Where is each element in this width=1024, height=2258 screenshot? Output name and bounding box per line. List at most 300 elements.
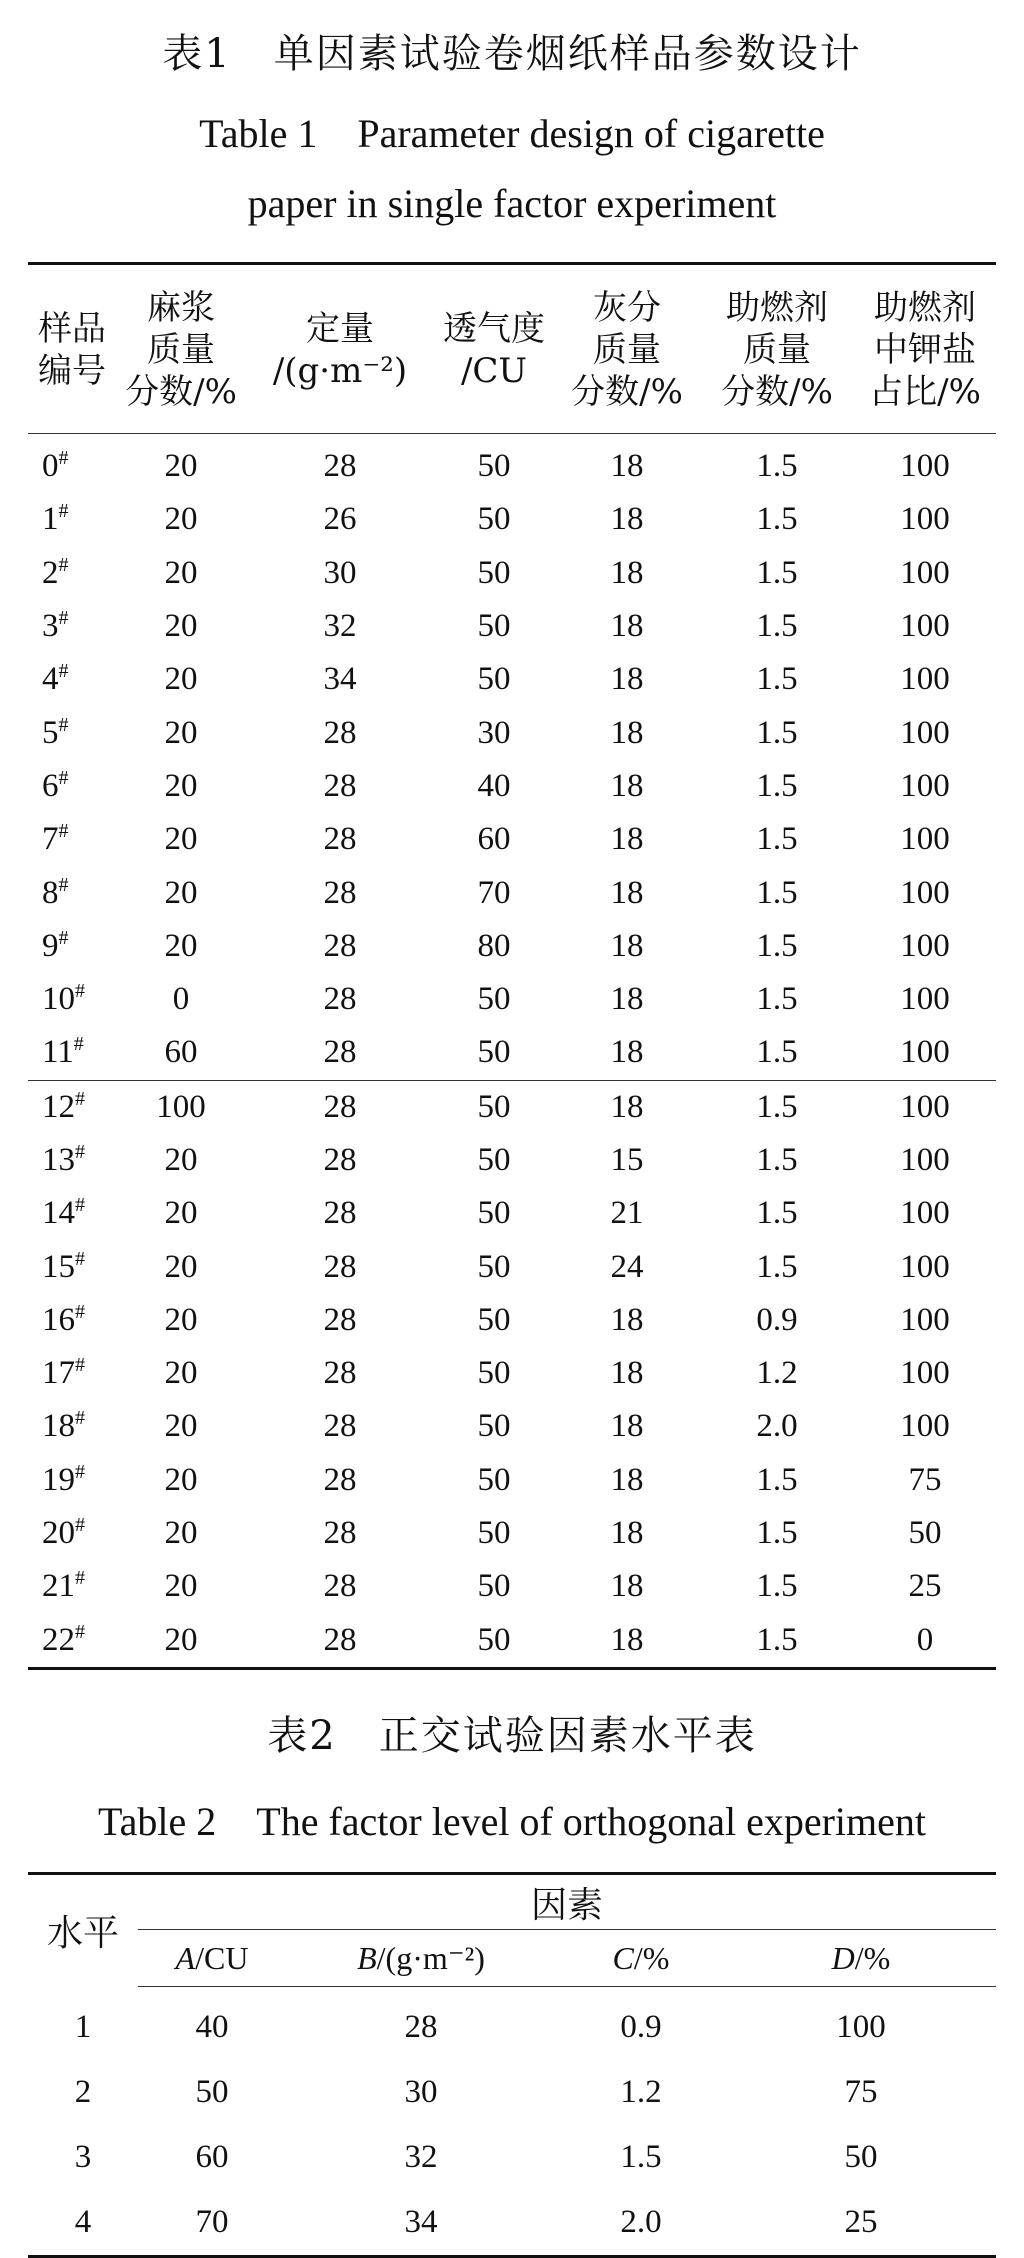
sample-id-mark: # [73, 1033, 84, 1056]
cell-value: 1.5 [756, 1142, 798, 1178]
table-cell [854, 1134, 996, 1187]
table-cell [554, 706, 700, 759]
table-cell: 75 [844, 2074, 878, 2110]
table-row [28, 706, 996, 759]
table-cell [116, 1454, 246, 1507]
table-cell [246, 1507, 434, 1560]
cell-value: 5 [42, 714, 59, 751]
table-cell [700, 1240, 854, 1293]
table-cell [116, 813, 246, 866]
cell-value: 80 [477, 927, 511, 964]
cell-value: 100 [900, 448, 950, 485]
table-cell [554, 1347, 700, 1400]
table1-header-text: 中钾盐 [874, 330, 976, 370]
table-cell: 40 [195, 2009, 229, 2045]
cell-value: 1.5 [756, 981, 798, 1018]
table-cell [554, 1240, 700, 1293]
table-cell [116, 653, 246, 706]
cell-value: 100 [900, 1248, 950, 1285]
cell-value: 28 [323, 1461, 357, 1498]
table-cell [854, 866, 996, 919]
table-cell [554, 973, 700, 1026]
cell-value: 34 [323, 661, 357, 698]
sample-id-mark: # [75, 980, 85, 1003]
cell-value: 100 [900, 821, 950, 858]
table-cell [116, 866, 246, 919]
cell-value: 100 [900, 501, 950, 538]
table-cell [434, 760, 554, 813]
table1-body [28, 434, 996, 1669]
cell-value: 70 [477, 874, 511, 911]
table-cell [554, 813, 700, 866]
table-cell [116, 547, 246, 600]
table1-header-text: 占比/% [869, 372, 981, 412]
table-cell: 100 [836, 2009, 886, 2045]
cell-value: 1.5 [756, 1621, 798, 1658]
table-cell: 34 [404, 2204, 438, 2240]
table-row [28, 434, 996, 494]
cell-value: 18 [610, 714, 644, 751]
sample-id-cell [28, 1507, 116, 1560]
cell-value: 18 [610, 767, 644, 804]
sample-id-mark: # [75, 1407, 85, 1430]
table-cell [434, 1560, 554, 1613]
cell-value: 0 [42, 448, 59, 485]
cell-value: 20 [164, 1461, 198, 1498]
table-cell [246, 1026, 434, 1080]
cell-value: 28 [323, 1088, 357, 1125]
cell-value: 18 [610, 448, 644, 485]
cell-value: 1.5 [756, 608, 798, 645]
table-row [28, 1294, 996, 1347]
factor-unit: /% [633, 1939, 670, 1976]
cell-value: 12 [42, 1088, 75, 1125]
table-cell [246, 1294, 434, 1347]
cell-value: 2 [42, 554, 59, 591]
cell-value: 100 [900, 1355, 950, 1392]
table-cell [854, 1294, 996, 1347]
table1-header-text: 助燃剂 [874, 288, 976, 328]
cell-value: 50 [477, 1248, 511, 1285]
table-cell [246, 813, 434, 866]
sample-id-mark: # [75, 1620, 85, 1643]
cell-value: 100 [900, 1195, 950, 1232]
table-cell [554, 493, 700, 546]
cell-value: 100 [900, 874, 950, 911]
cell-value: 28 [323, 981, 357, 1018]
table-cell [434, 920, 554, 973]
cell-value: 0 [172, 981, 190, 1018]
table-cell [554, 1614, 700, 1669]
cell-value: 1.2 [756, 1355, 798, 1392]
sample-id-mark: # [58, 607, 69, 630]
sample-id-cell [28, 493, 116, 546]
cell-value: 0.9 [756, 1301, 798, 1338]
cell-value: 100 [156, 1088, 206, 1125]
table-cell [246, 973, 434, 1026]
table-cell [854, 1560, 996, 1613]
table-row [28, 1134, 996, 1187]
table-cell [700, 1454, 854, 1507]
cell-value: 16 [42, 1301, 75, 1338]
table1-header-cell [854, 264, 996, 434]
table-cell [700, 493, 854, 546]
table-cell: 50 [844, 2139, 878, 2175]
table1-header-text: /CU [460, 351, 528, 391]
table-cell: 60 [195, 2139, 229, 2175]
cell-value: 100 [900, 714, 950, 751]
cell-value: 28 [323, 767, 357, 804]
table2-factor-column-header [286, 1930, 556, 1987]
table-cell [700, 760, 854, 813]
factor-unit: /CU [195, 1939, 249, 1976]
sample-id-mark: # [75, 1141, 85, 1163]
table-cell [700, 1347, 854, 1400]
table1-header-text: 定量 [306, 309, 374, 349]
table-cell [246, 493, 434, 546]
table2-factor-column-header [726, 1930, 996, 1987]
cell-value: 30 [323, 554, 357, 591]
table-cell [554, 1400, 700, 1453]
cell-value: 40 [477, 767, 511, 804]
table1-header-text: 助燃剂 [726, 288, 828, 328]
table-cell [246, 1560, 434, 1613]
table-cell [434, 973, 554, 1026]
table-cell [246, 920, 434, 973]
cell-value: 18 [610, 1515, 644, 1552]
table-cell [700, 1134, 854, 1187]
table1-header-cell [28, 264, 116, 434]
table-cell [434, 434, 554, 494]
table-cell [116, 1080, 246, 1134]
table-row [28, 1080, 996, 1134]
table-cell [554, 1454, 700, 1507]
cell-value: 18 [610, 1568, 644, 1605]
table-cell [434, 600, 554, 653]
sample-id-cell [28, 813, 116, 866]
cell-value: 28 [323, 1248, 357, 1285]
cell-value: 19 [42, 1461, 75, 1498]
cell-value: 20 [164, 1142, 198, 1178]
cell-value: 18 [610, 1088, 644, 1125]
table-cell [434, 493, 554, 546]
cell-value: 1.5 [756, 661, 798, 698]
table-cell [554, 920, 700, 973]
cell-value: 1.5 [756, 501, 798, 538]
table-cell [434, 1454, 554, 1507]
table-cell [434, 1507, 554, 1560]
cell-value: 20 [42, 1515, 75, 1552]
cell-value: 20 [164, 714, 198, 751]
table-row [28, 600, 996, 653]
table-cell [854, 813, 996, 866]
cell-value: 20 [164, 1568, 198, 1605]
sample-id-mark: # [75, 1300, 85, 1323]
cell-value: 1.5 [756, 1088, 798, 1125]
table1-header-text: 样品 [38, 309, 106, 349]
table2-title-zh: 表2 正交试验因素水平表 [267, 1713, 757, 1759]
cell-value: 50 [477, 1461, 511, 1498]
cell-value: 1.5 [756, 1568, 798, 1605]
cell-value: 50 [477, 1034, 511, 1071]
table-cell [246, 706, 434, 759]
table-cell [700, 434, 854, 494]
table1-header-cell [554, 264, 700, 434]
cell-value: 20 [164, 1355, 198, 1392]
cell-value: 18 [610, 981, 644, 1018]
table-cell [434, 1187, 554, 1240]
sample-id-cell [28, 1187, 116, 1240]
table-cell [554, 600, 700, 653]
cell-value: 28 [323, 714, 357, 751]
table-row [28, 1347, 996, 1400]
cell-value: 20 [164, 608, 198, 645]
sample-id-cell [28, 1080, 116, 1134]
cell-value: 100 [900, 661, 950, 698]
table-cell [116, 1294, 246, 1347]
table1-header-text: 质量 [743, 330, 811, 370]
cell-value: 26 [323, 501, 357, 538]
cell-value: 60 [164, 1034, 198, 1071]
table-cell [854, 1026, 996, 1080]
table1-header-row [28, 264, 996, 434]
cell-value: 20 [164, 554, 198, 591]
cell-value: 9 [42, 927, 59, 964]
table-cell [434, 1400, 554, 1453]
cell-value: 20 [164, 927, 198, 964]
table-row [28, 547, 996, 600]
cell-value: 20 [164, 1408, 198, 1445]
table-row [28, 813, 996, 866]
table-cell [854, 434, 996, 494]
table-cell [434, 866, 554, 919]
table-cell [554, 1026, 700, 1080]
cell-value: 100 [900, 1034, 950, 1071]
table-cell [854, 653, 996, 706]
table-cell [554, 1080, 700, 1134]
table-cell [854, 1507, 996, 1560]
table1-title-en-line2: paper in single factor experiment [247, 181, 777, 226]
cell-value: 1.5 [756, 927, 798, 964]
table-cell [700, 1507, 854, 1560]
table-cell [116, 493, 246, 546]
table-cell [434, 1347, 554, 1400]
table-row [28, 2125, 996, 2190]
table-cell [554, 1294, 700, 1347]
table-cell [434, 813, 554, 866]
factor-variable: B [357, 1940, 377, 1976]
table-cell [246, 1454, 434, 1507]
cell-value: 28 [323, 1195, 357, 1232]
cell-value: 1.5 [756, 1515, 798, 1552]
cell-value: 10 [42, 981, 75, 1018]
cell-value: 18 [610, 874, 644, 911]
cell-value: 28 [323, 1515, 357, 1552]
table-row [28, 1240, 996, 1293]
cell-value: 17 [42, 1355, 75, 1392]
table-cell [700, 547, 854, 600]
cell-value: 50 [477, 981, 511, 1018]
table-cell [246, 600, 434, 653]
table-cell [116, 600, 246, 653]
cell-value: 1.5 [756, 1034, 798, 1071]
table-cell [116, 920, 246, 973]
table2-body [28, 1987, 996, 2257]
sample-id-mark: # [58, 553, 69, 576]
table-cell [700, 813, 854, 866]
table-cell: 2.0 [620, 2204, 662, 2240]
cell-value: 28 [323, 1034, 357, 1071]
cell-value: 0 [916, 1621, 934, 1658]
table-cell [854, 920, 996, 973]
table-cell [854, 706, 996, 759]
cell-value: 20 [164, 1515, 198, 1552]
cell-value: 21 [42, 1568, 75, 1605]
table-cell: 1 [74, 2008, 92, 2045]
sample-id-mark: # [75, 1567, 85, 1590]
cell-value: 100 [900, 554, 950, 591]
table-cell [434, 706, 554, 759]
table2-level-header: 水平 [46, 1913, 119, 1955]
table-cell [434, 1294, 554, 1347]
sample-id-cell [28, 547, 116, 600]
cell-value: 50 [477, 1568, 511, 1605]
cell-value: 1.5 [756, 448, 798, 485]
table-cell [246, 1134, 434, 1187]
table-cell [246, 653, 434, 706]
table-cell [116, 1507, 246, 1560]
table-cell [854, 760, 996, 813]
cell-value: 20 [164, 448, 198, 485]
cell-value: 20 [164, 1301, 198, 1338]
table-cell [246, 547, 434, 600]
sample-id-mark: # [75, 1194, 85, 1217]
table-cell [554, 760, 700, 813]
table-cell [434, 1240, 554, 1293]
table2-factor-column-header [138, 1930, 286, 1987]
cell-value: 18 [610, 927, 644, 964]
cell-value: 50 [477, 501, 511, 538]
cell-value: 100 [900, 608, 950, 645]
cell-value: 100 [900, 981, 950, 1018]
sample-id-mark: # [75, 1247, 85, 1270]
table-cell [434, 1026, 554, 1080]
table-row [28, 2190, 996, 2257]
cell-value: 75 [908, 1461, 942, 1498]
cell-value: 50 [477, 554, 511, 591]
table1-header-text: 质量 [147, 330, 215, 370]
table-cell [116, 1347, 246, 1400]
table-cell [700, 1560, 854, 1613]
table-cell [554, 1507, 700, 1560]
table-cell [434, 1614, 554, 1669]
table-row [28, 1560, 996, 1613]
sample-id-mark: # [58, 447, 69, 470]
table-cell [700, 866, 854, 919]
table2-title-en: Table 2 The factor level of orthogonal experiment [98, 1799, 926, 1844]
table-cell [434, 1080, 554, 1134]
cell-value: 100 [900, 1408, 950, 1445]
cell-value: 28 [323, 927, 357, 964]
table-cell: 28 [404, 2009, 438, 2045]
table-cell [854, 973, 996, 1026]
table-cell [554, 1134, 700, 1187]
table-cell [854, 1240, 996, 1293]
table1 [28, 262, 996, 1670]
cell-value: 32 [323, 608, 357, 645]
table1-header-text: 质量 [593, 330, 661, 370]
cell-value: 18 [610, 821, 644, 858]
cell-value: 28 [323, 1355, 357, 1392]
cell-value: 1.5 [756, 1195, 798, 1232]
table1-header-cell [246, 264, 434, 434]
table-cell [700, 1187, 854, 1240]
table-row [28, 1187, 996, 1240]
table-row [28, 866, 996, 919]
cell-value: 25 [908, 1568, 942, 1605]
table-cell [700, 973, 854, 1026]
table-cell [116, 1187, 246, 1240]
cell-value: 18 [610, 661, 644, 698]
table-cell [116, 434, 246, 494]
table1-header-cell [434, 264, 554, 434]
table-cell [246, 1080, 434, 1134]
table1-header-text: 编号 [38, 351, 106, 391]
cell-value: 1.5 [756, 767, 798, 804]
cell-value: 1 [42, 501, 59, 538]
cell-value: 22 [42, 1621, 75, 1658]
sample-id-cell [28, 600, 116, 653]
table-cell [854, 493, 996, 546]
cell-value: 100 [900, 767, 950, 804]
table-cell [554, 1560, 700, 1613]
table-cell [246, 1347, 434, 1400]
sample-id-cell [28, 1614, 116, 1669]
cell-value: 8 [42, 874, 59, 911]
cell-value: 18 [610, 1034, 644, 1071]
table1-title-en-line1: Table 1 Parameter design of cigarette [199, 111, 825, 156]
table-cell [700, 1080, 854, 1134]
sample-id-cell [28, 1134, 116, 1187]
sample-id-cell [28, 1347, 116, 1400]
table-cell [554, 547, 700, 600]
factor-unit: /(g·m⁻²) [376, 1940, 485, 1976]
sample-id-cell [28, 973, 116, 1026]
cell-value: 11 [42, 1034, 74, 1071]
sample-id-mark: # [58, 873, 69, 896]
table-cell [246, 1614, 434, 1669]
sample-id-cell [28, 434, 116, 494]
cell-value: 20 [164, 821, 198, 858]
cell-value: 1.5 [756, 1461, 798, 1498]
cell-value: 18 [42, 1408, 75, 1445]
sample-id-cell [28, 1026, 116, 1080]
cell-value: 18 [610, 1301, 644, 1338]
table-cell [554, 866, 700, 919]
table-cell [434, 653, 554, 706]
table2-factor-header: 因素 [531, 1884, 604, 1926]
table-cell: 1.2 [620, 2074, 662, 2110]
table-cell [116, 1026, 246, 1080]
table1-header-text: 灰分 [593, 288, 661, 328]
cell-value: 18 [610, 1461, 644, 1498]
table-cell [700, 600, 854, 653]
factor-variable: A [175, 1939, 196, 1976]
table-cell [854, 600, 996, 653]
table-cell [116, 706, 246, 759]
table-cell [246, 1400, 434, 1453]
sample-id-cell [28, 760, 116, 813]
